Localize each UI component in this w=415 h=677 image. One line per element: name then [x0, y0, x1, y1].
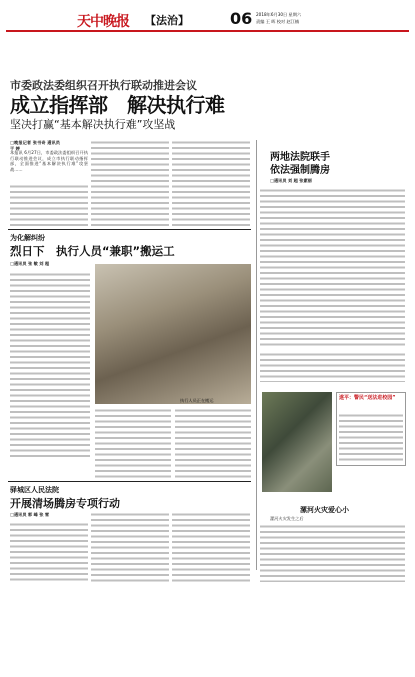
page-editors: 责编 王 晖 校对 赵江楠: [256, 19, 300, 24]
issue-date: 2018年6月30日 星期六: [256, 12, 302, 17]
story2-body-col3: [175, 408, 251, 478]
lead-headline: 成立指挥部 解决执行难: [10, 93, 225, 117]
right-ad-box: [336, 392, 406, 466]
right-photo: [262, 392, 332, 492]
story2-headline: 烈日下 执行人员“兼职”搬运工: [10, 244, 175, 258]
ad-lines: [339, 413, 403, 461]
right-body-2: [260, 352, 405, 382]
story2-byline: □通讯员 张 敏 刘 超: [10, 261, 50, 266]
right-byline: □通讯员 刘 超 张素丽: [270, 178, 312, 183]
ad-title: 遂平：警民“送法进校园”: [339, 395, 396, 401]
ad-body: [260, 524, 405, 582]
story3-rule: [8, 481, 251, 482]
story2-photo: [95, 264, 251, 404]
masthead-rule: [6, 30, 409, 32]
lead-body-col2: [91, 140, 169, 226]
lead-body-intro: 本报讯 6月27日，市委政法委组织召开执行联动推进会议，成立市执行联动指挥部，全面推进“基本解决执行难”攻坚战……: [10, 150, 88, 172]
story2-body-col1: [10, 272, 90, 458]
lead-byline: □晚报记者 张书奇 通讯员 于 婷: [10, 140, 60, 151]
story2-body-col2: [95, 408, 171, 478]
ad-caption: 漯河火灾爱心小: [300, 506, 349, 514]
page-number: 06: [230, 9, 253, 28]
lead-body-col1: [10, 184, 88, 226]
right-body: [260, 188, 405, 348]
right-headline-2: 依法强制腾房: [270, 165, 330, 176]
section-name: 【法治】: [145, 14, 189, 27]
paper-logo: 天中晚报: [77, 14, 129, 30]
lead-subhead: 坚决打赢“基本解决执行难”攻坚战: [10, 118, 176, 131]
right-headline-1: 两地法院联手: [270, 152, 330, 163]
story2-caption: 执行人员正在搬运: [180, 398, 214, 403]
story3-body-col3: [172, 512, 250, 582]
story3-body-col1: [10, 522, 88, 582]
story3-body-col2: [91, 512, 169, 582]
column-divider: [256, 140, 257, 570]
story3-headline: 开展清场腾房专项行动: [10, 497, 120, 510]
ad-sub: 漯河火灾发生之后: [270, 516, 304, 521]
lead-body-col3: [172, 140, 250, 226]
story3-byline: □通讯员 郭 峰 张 雪: [10, 512, 50, 517]
story2-rule: [8, 229, 251, 230]
lead-kicker: 市委政法委组织召开执行联动推进会议: [10, 79, 197, 92]
story3-kicker: 驿城区人民法院: [10, 486, 59, 494]
story2-kicker: 为化解纠纷: [10, 234, 45, 242]
masthead: [0, 0, 415, 30]
